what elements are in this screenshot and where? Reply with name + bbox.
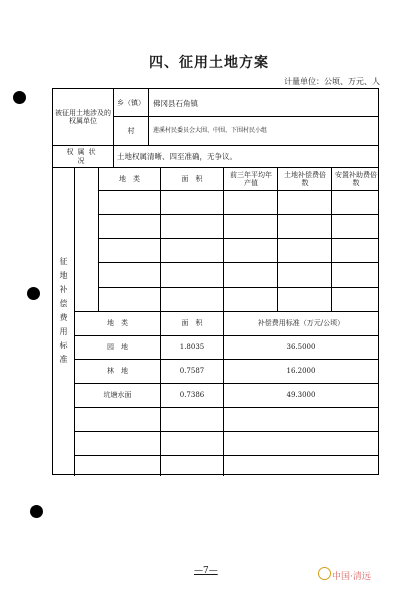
page-number: —7— <box>194 566 218 576</box>
header-avg-output: 前三年平均年产值 <box>230 170 272 187</box>
row-land-type: 园 地 <box>107 343 128 352</box>
village-value: 莲溪村民委员会大围、中围、下围村民小组 <box>153 127 268 135</box>
header-land-type: 地 类 <box>119 174 140 183</box>
village-label: 村 <box>127 126 135 135</box>
watermark-logo-icon <box>318 567 331 580</box>
row-area: 1.8035 <box>179 343 205 352</box>
binding-hole <box>13 91 26 104</box>
header-area: 面 积 <box>181 174 203 183</box>
watermark: 中国·清远 <box>332 572 371 582</box>
binding-hole <box>30 505 43 518</box>
row-land-type: 坑塘水面 <box>103 391 132 400</box>
town-value: 佛冈县石角镇 <box>153 98 198 108</box>
ownership-value: 土地权属清晰、四至准确，无争议。 <box>117 152 237 161</box>
header-comp-standard: 补偿费用标准（万元/公顷） <box>257 319 345 328</box>
header-land-type: 地 类 <box>107 319 128 328</box>
header-resettlement-multiple: 安置补助费倍数 <box>335 170 377 187</box>
row-standard: 36.5000 <box>286 343 316 352</box>
town-label: 乡（镇） <box>117 98 145 107</box>
unit-note: 计量单位：公顷、万元、人 <box>284 77 380 86</box>
compensation-label: 征地补偿费用标准 <box>59 257 68 369</box>
row-area: 0.7386 <box>179 391 205 400</box>
owner-label: 被征用土地涉及的权属单位 <box>55 108 111 125</box>
ownership-label: 权属状况 <box>66 148 100 165</box>
page-title: 四、征用土地方案 <box>149 55 269 71</box>
land-acquisition-table <box>52 88 379 475</box>
row-area: 0.7587 <box>179 367 205 376</box>
binding-hole <box>27 287 40 300</box>
row-standard: 16.2000 <box>286 367 316 376</box>
header-land-comp-multiple: 土地补偿费倍数 <box>284 170 326 187</box>
header-area: 面 积 <box>181 319 203 328</box>
row-standard: 49.3000 <box>286 391 316 400</box>
row-land-type: 林 地 <box>107 367 128 376</box>
